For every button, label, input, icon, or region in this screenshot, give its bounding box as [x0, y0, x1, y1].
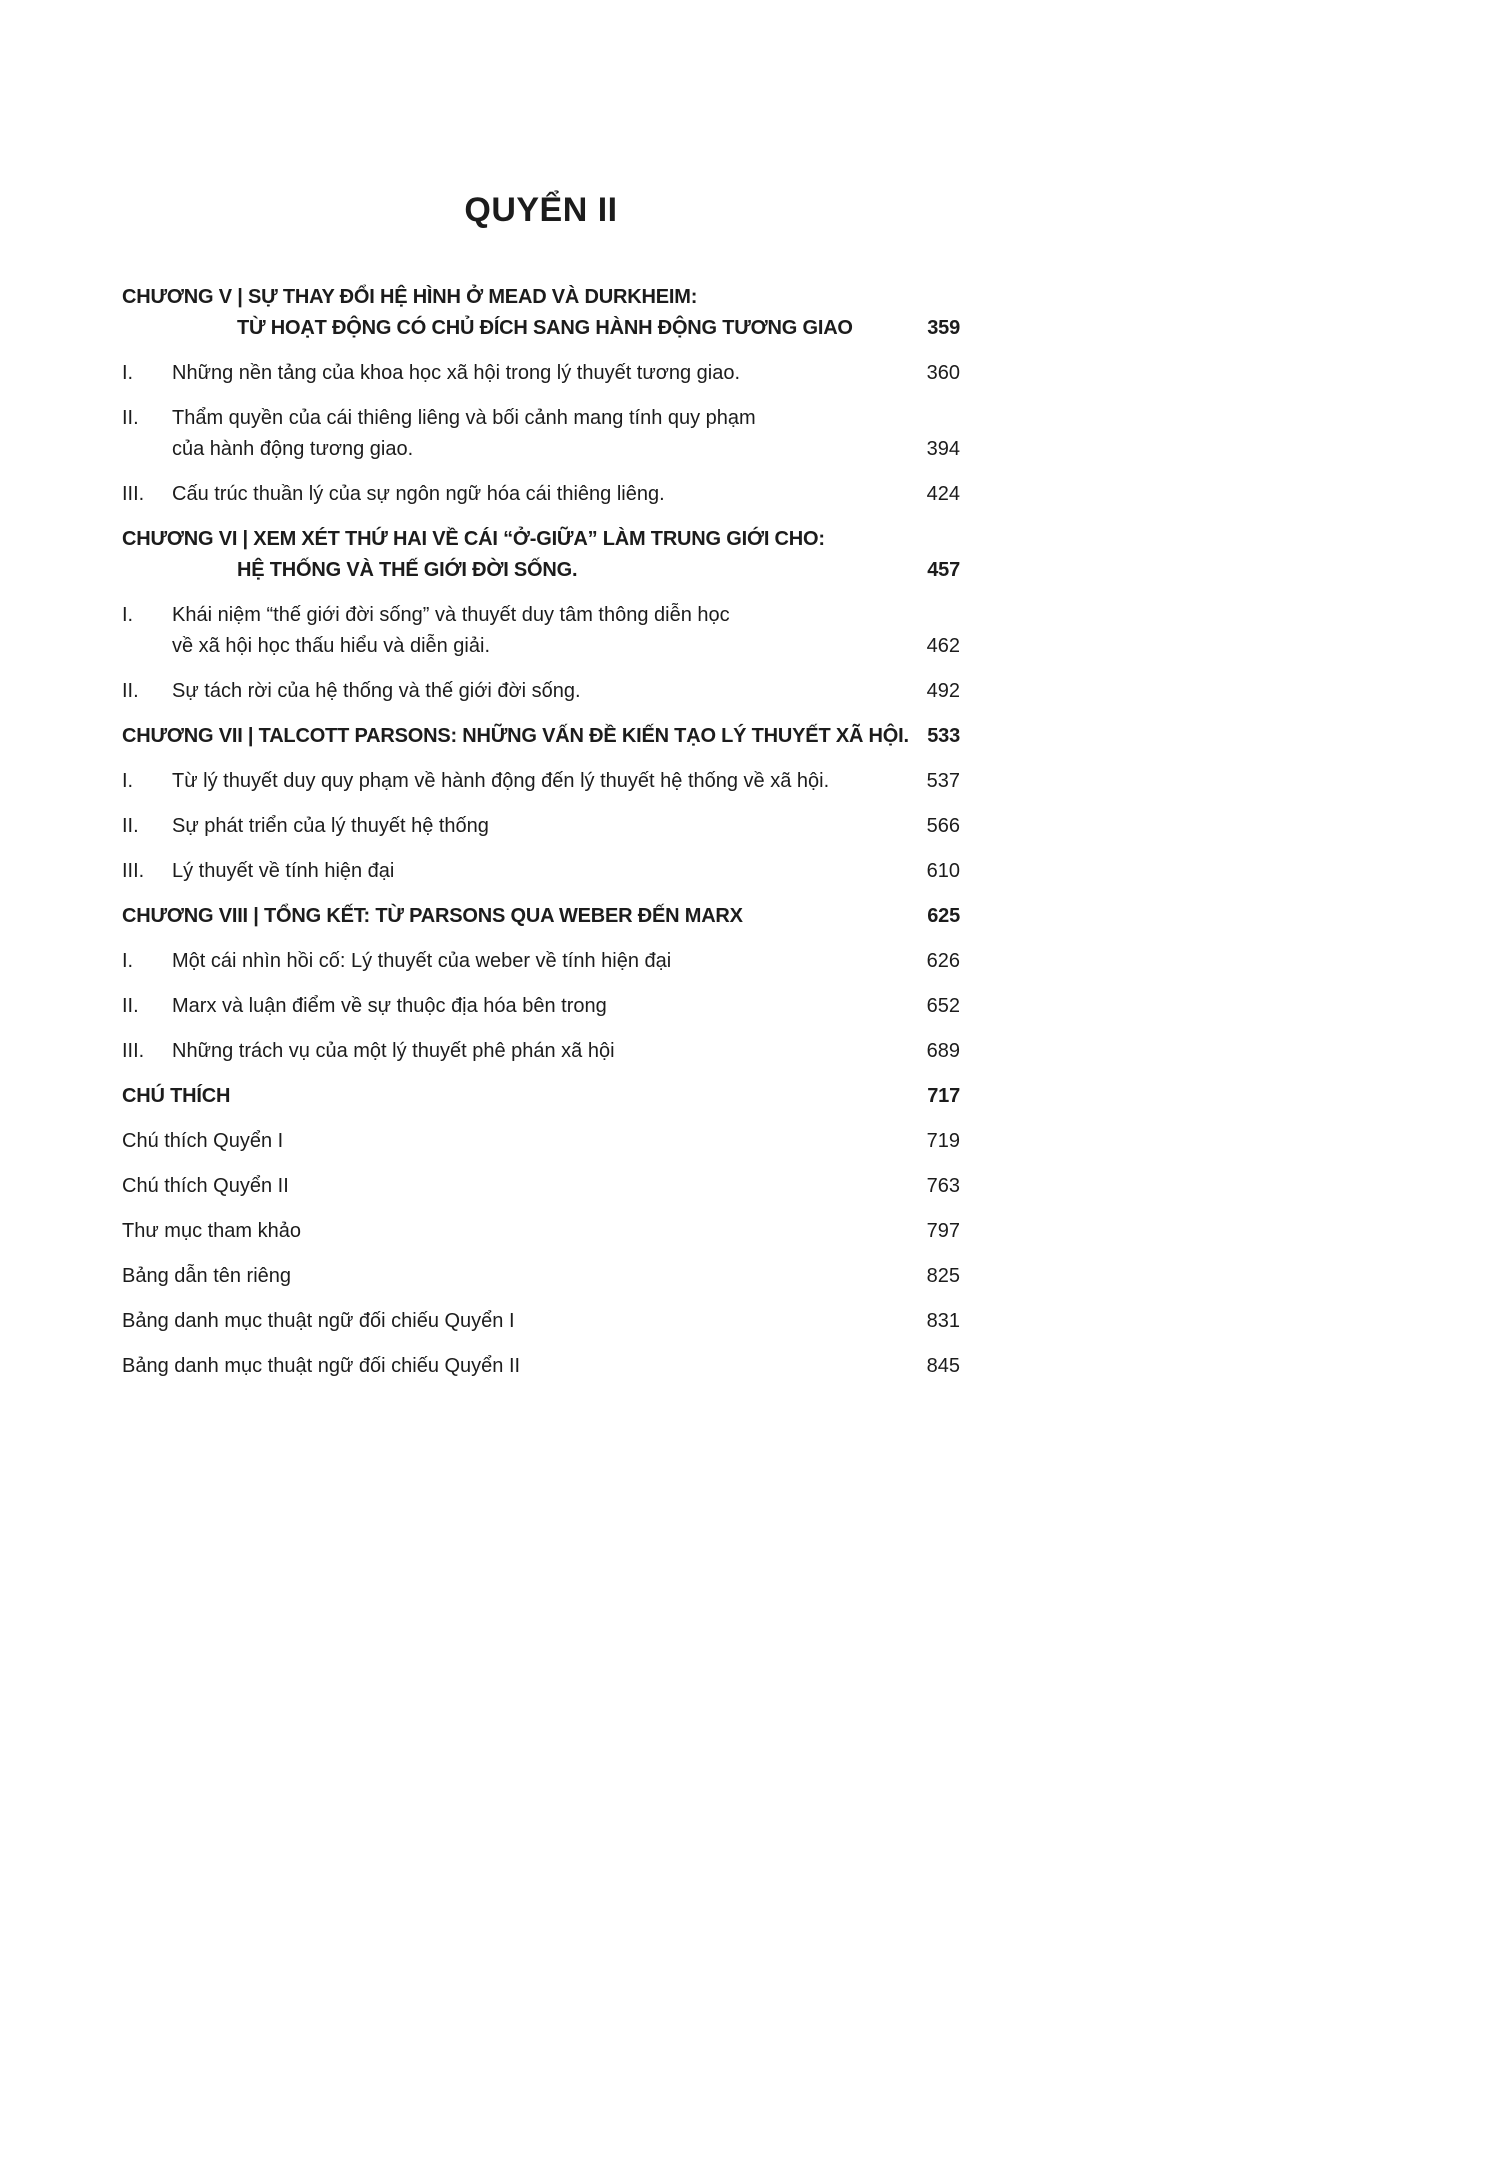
item-title-line1: Từ lý thuyết duy quy phạm về hành động đến lý thuyết hệ thống về xã hội.: [172, 770, 830, 792]
page-number: 360: [926, 362, 960, 384]
entry-title: [122, 1171, 913, 1202]
page-title: QUYỂN II: [464, 191, 618, 229]
item-title: [172, 991, 913, 1022]
entry-title: [122, 1216, 913, 1247]
item-numeral: I.: [122, 950, 134, 972]
entry-title: [122, 1351, 913, 1382]
toc-item: [122, 479, 960, 510]
toc-item: [122, 358, 960, 389]
toc-item: [122, 403, 960, 465]
page-number: 845: [926, 1355, 960, 1377]
item-title: [172, 600, 913, 662]
item-title-line2: của hành động tương giao.: [172, 438, 414, 460]
toc-chapter-viii: [122, 901, 960, 932]
chapter-title: [122, 524, 913, 586]
page-number: 797: [926, 1220, 960, 1242]
toc-backmatter-entry: [122, 1216, 960, 1247]
item-title-line1: Một cái nhìn hồi cố: Lý thuyết của weber về tính hiện đại: [172, 950, 672, 972]
item-title-line1: Khái niệm “thế giới đời sống” và thuyết duy tâm thông diễn học: [172, 604, 730, 626]
toc-item: [122, 856, 960, 887]
item-numeral: II.: [122, 995, 139, 1017]
item-numeral: III.: [122, 483, 145, 505]
item-title-line1: Cấu trúc thuần lý của sự ngôn ngữ hóa cái thiêng liêng.: [172, 483, 665, 505]
chapter-title: [122, 1081, 913, 1112]
entry-title-line1: Thư mục tham khảo: [122, 1220, 302, 1242]
page-number: 625: [927, 905, 960, 927]
item-numeral: II.: [122, 407, 139, 429]
toc-backmatter-entry: [122, 1126, 960, 1157]
item-title: [172, 856, 913, 887]
item-numeral: I.: [122, 770, 134, 792]
entry-title: [122, 1261, 913, 1292]
toc-chapter-vii: [122, 721, 960, 752]
chapter-title-line1: CHÚ THÍCH: [122, 1085, 231, 1107]
item-numeral: I.: [122, 362, 134, 384]
item-numeral: III.: [122, 1040, 145, 1062]
entry-title-line1: Bảng danh mục thuật ngữ đối chiếu Quyển I: [122, 1310, 515, 1332]
item-title-line1: Marx và luận điểm về sự thuộc địa hóa bên trong: [172, 995, 607, 1017]
item-title-line1: Sự phát triển của lý thuyết hệ thống: [172, 815, 489, 837]
item-title: [172, 403, 913, 465]
item-title: [172, 766, 913, 797]
item-numeral: III.: [122, 860, 145, 882]
page-number: 537: [926, 770, 960, 792]
page-number: 825: [926, 1265, 960, 1287]
chapter-title: [122, 721, 913, 752]
item-title: [172, 1036, 913, 1067]
page-number: 492: [926, 680, 960, 702]
toc-item: [122, 946, 960, 977]
page-number: 689: [926, 1040, 960, 1062]
item-numeral: I.: [122, 604, 134, 626]
chapter-title-line1: CHƯƠNG VI | XEM XÉT THỨ HAI VỀ CÁI “Ở-GIỮA” LÀM TRUNG GIỚI CHO:: [122, 528, 825, 550]
entry-title: [122, 1126, 913, 1157]
toc-content: [122, 190, 960, 1396]
item-title-line1: Lý thuyết về tính hiện đại: [172, 860, 395, 882]
chapter-title-line2: HỆ THỐNG VÀ THẾ GIỚI ĐỜI SỐNG.: [237, 559, 578, 581]
item-title: [172, 479, 913, 510]
toc-item: [122, 811, 960, 842]
page-number: 424: [926, 483, 960, 505]
toc-backmatter-entry: [122, 1171, 960, 1202]
toc-chapter-v: [122, 282, 960, 344]
entry-title-line1: Chú thích Quyển I: [122, 1130, 284, 1152]
toc-item: [122, 600, 960, 662]
toc-backmatter-entry: [122, 1351, 960, 1382]
toc-item: [122, 1036, 960, 1067]
chapter-title-line1: CHƯƠNG VIII | TỔNG KẾT: TỪ PARSONS QUA WEBER ĐẾN MARX: [122, 905, 743, 927]
item-title: [172, 358, 913, 389]
page-number: 652: [926, 995, 960, 1017]
entry-title: [122, 1306, 913, 1337]
item-title: [172, 676, 913, 707]
chapter-title-line2: TỪ HOẠT ĐỘNG CÓ CHỦ ĐÍCH SANG HÀNH ĐỘNG TƯƠNG GIAO: [237, 317, 853, 339]
chapter-title-line1: CHƯƠNG V | SỰ THAY ĐỔI HỆ HÌNH Ở MEAD VÀ DURKHEIM:: [122, 286, 698, 308]
page-number: 394: [926, 438, 960, 460]
page-number: 719: [926, 1130, 960, 1152]
chapter-title: [122, 901, 913, 932]
entry-title-line1: Bảng dẫn tên riêng: [122, 1265, 292, 1287]
item-title-line2: về xã hội học thấu hiểu và diễn giải.: [172, 635, 490, 657]
entry-title-line1: Bảng danh mục thuật ngữ đối chiếu Quyển II: [122, 1355, 521, 1377]
item-title-line1: Những trách vụ của một lý thuyết phê phán xã hội: [172, 1040, 615, 1062]
item-title-line1: Thẩm quyền của cái thiêng liêng và bối cảnh mang tính quy phạm: [172, 407, 756, 429]
item-title-line1: Sự tách rời của hệ thống và thế giới đời sống.: [172, 680, 581, 702]
item-title-line1: Những nền tảng của khoa học xã hội trong lý thuyết tương giao.: [172, 362, 741, 384]
page-number: 533: [927, 725, 960, 747]
toc-backmatter-entry: [122, 1261, 960, 1292]
entry-title-line1: Chú thích Quyển II: [122, 1175, 289, 1197]
item-title: [172, 946, 913, 977]
toc-notes-heading: [122, 1081, 960, 1112]
item-title: [172, 811, 913, 842]
page-number: 462: [926, 635, 960, 657]
page-number: 566: [926, 815, 960, 837]
page-number: 717: [927, 1085, 960, 1107]
chapter-title: [122, 282, 913, 344]
toc-backmatter-entry: [122, 1306, 960, 1337]
toc-item: [122, 676, 960, 707]
toc-chapter-vi: [122, 524, 960, 586]
toc-item: [122, 766, 960, 797]
page-number: 831: [926, 1310, 960, 1332]
page-number: 359: [927, 317, 960, 339]
page-number: 763: [926, 1175, 960, 1197]
page-number: 626: [926, 950, 960, 972]
toc-item: [122, 991, 960, 1022]
page-number: 610: [926, 860, 960, 882]
chapter-title-line1: CHƯƠNG VII | TALCOTT PARSONS: NHỮNG VẤN ĐỀ KIẾN TẠO LÝ THUYẾT XÃ HỘI.: [122, 725, 909, 747]
item-numeral: II.: [122, 680, 139, 702]
page-number: 457: [927, 559, 960, 581]
item-numeral: II.: [122, 815, 139, 837]
